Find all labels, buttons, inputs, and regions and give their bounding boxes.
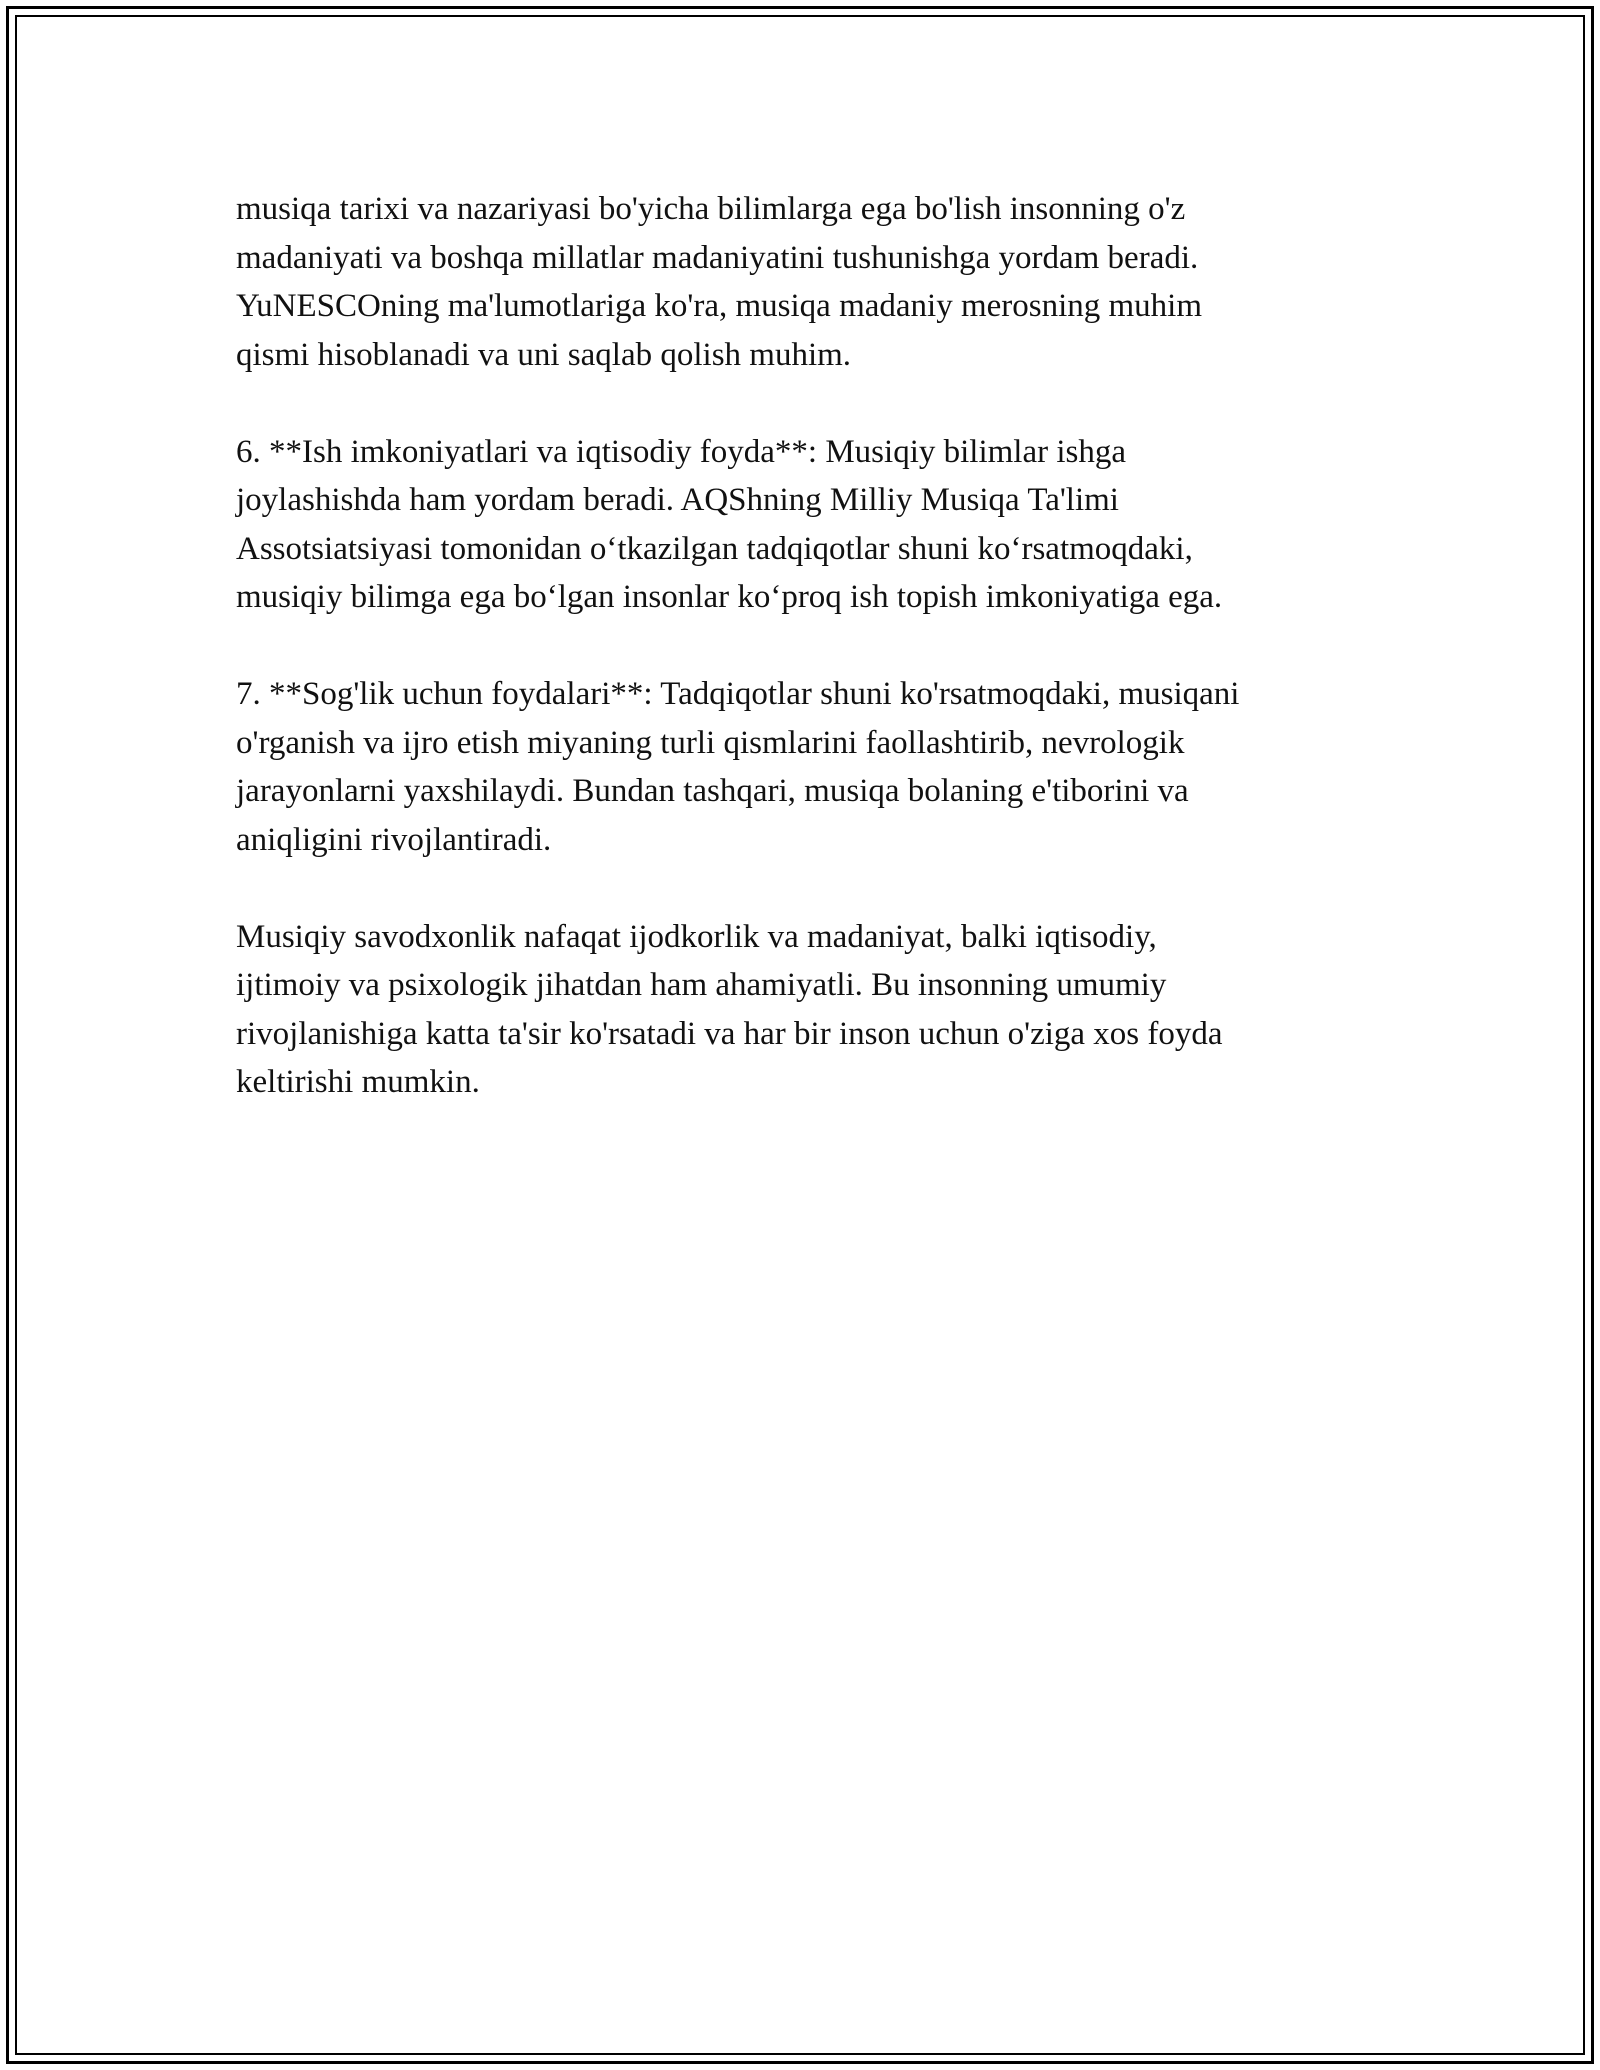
paragraph-conclusion [236, 913, 1366, 1107]
paragraph-item-6-career [236, 428, 1366, 622]
paragraph-cultural-knowledge [236, 185, 1366, 379]
text-line: 6. **Ish imkoniyatlari va iqtisodiy foyda**: Musiqiy bilimlar ishga [236, 433, 1127, 470]
text-line: joylashishda ham yordam beradi. AQShning Milliy Musiqa Ta'limi [236, 482, 1119, 518]
text-line: madaniyati va boshqa millatlar madaniyatini tushunishga yordam beradi. [236, 239, 1199, 276]
text-line: keltirishi mumkin. [236, 1064, 480, 1100]
text-line: o'rganish va ijro etish miyaning turli qismlarini faollashtirib, nevrologik [236, 724, 1185, 761]
text-line: Assotsiatsiyasi tomonidan o‘tkazilgan tadqiqotlar shuni ko‘rsatmoqdaki, [236, 530, 1193, 567]
document-body [236, 185, 1366, 1155]
text-line: rivojlanishiga katta ta'sir ko'rsatadi va har bir inson uchun o'ziga xos foyda [236, 1015, 1223, 1052]
text-line: 7. **Sog'lik uchun foydalari**: Tadqiqotlar shuni ko'rsatmoqdaki, musiqani [236, 676, 1240, 712]
paragraph-item-7-health [236, 670, 1366, 864]
text-line: qismi hisoblanadi va uni saqlab qolish muhim. [236, 336, 852, 373]
text-line: aniqligini rivojlantiradi. [236, 821, 552, 858]
text-line: musiqiy bilimga ega bo‘lgan insonlar ko‘proq ish topish imkoniyatiga ega. [236, 579, 1223, 615]
text-line: YuNESCOning ma'lumotlariga ko'ra, musiqa madaniy merosning muhim [236, 288, 1203, 324]
text-line: musiqa tarixi va nazariyasi bo'yicha bilimlarga ega bo'lish insonning o'z [236, 191, 1186, 227]
text-line: ijtimoiy va psixologik jihatdan ham ahamiyatli. Bu insonning umumiy [236, 967, 1167, 1003]
text-line: Musiqiy savodxonlik nafaqat ijodkorlik va madaniyat, balki iqtisodiy, [236, 918, 1157, 955]
text-line: jarayonlarni yaxshilaydi. Bundan tashqari, musiqa bolaning e'tiborini va [236, 773, 1189, 809]
